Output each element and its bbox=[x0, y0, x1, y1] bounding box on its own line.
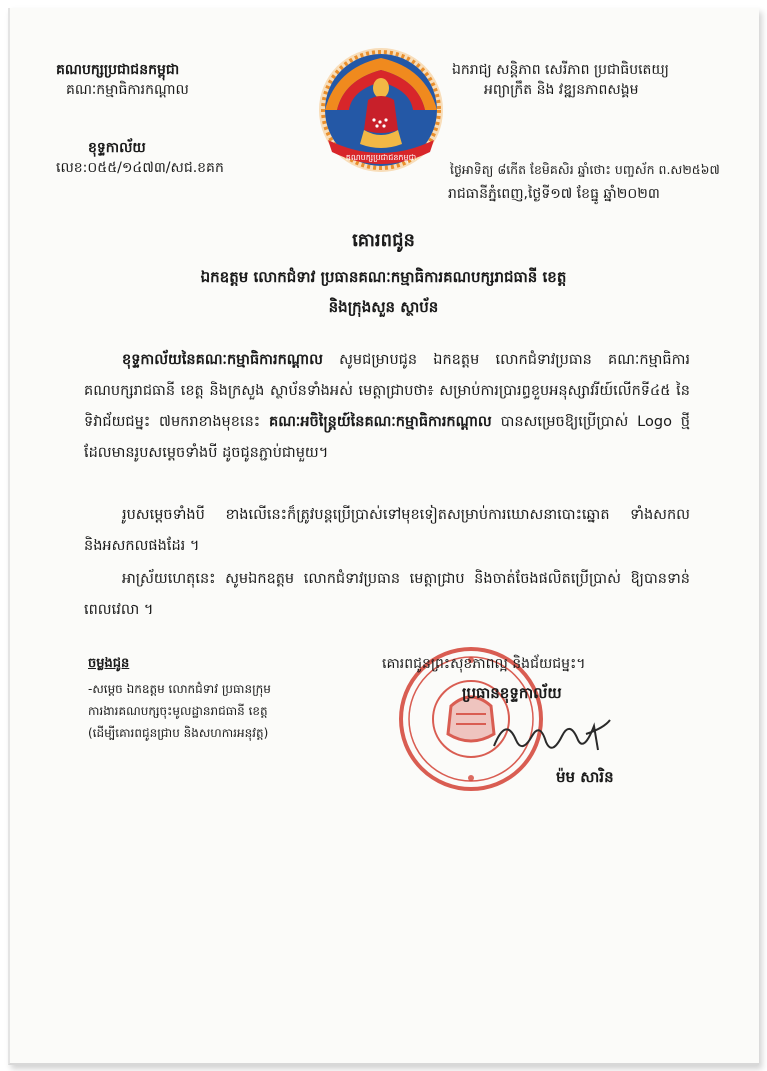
cc-title: ចម្លងជូន bbox=[88, 656, 130, 671]
motto-line: អព្យាក្រឹត និង វឌ្ឍនភាពសង្គម bbox=[484, 82, 639, 98]
party-name: គណបក្សប្រជាជនកម្ពុជា bbox=[56, 62, 180, 78]
body-paragraph-1 bbox=[84, 345, 690, 469]
signer-name: ម៉ម សារិន bbox=[556, 768, 614, 786]
signer-title: ប្រធានខុទ្ទកាល័យ bbox=[462, 684, 562, 702]
cc-line-3: (ដើម្បីគោរពជូនជ្រាប និងសហការអនុវត្ត) bbox=[88, 726, 269, 740]
p1-text-2: បានសម្រេចឱ្យប្រើប្រាស់ Logo ថ្មីដែលមានរូបសម្ដេចទាំងបី ដូចជូនភ្ជាប់ជាមួយ។ bbox=[84, 414, 690, 461]
handwritten-signature bbox=[486, 706, 616, 762]
office-name: ខុទ្ទកាល័យ bbox=[88, 140, 146, 156]
central-committee: គណៈកម្មាធិការកណ្ដាល bbox=[66, 82, 189, 98]
p1-text-1: សូមជម្រាបជូន ឯកឧត្តម លោកជំទាវប្រធាន គណៈកម្មាធិការគណបក្សរាជធានី ខេត្ត និងក្រសួង ស្ថាប័នទាំងអស់ មេត្តាជ្រាបថា៖ សម្រាប់ការប្រារព្ធខួបអនុស្សាវរីយ៍លើកទី៤៥ នៃទិវាជ័យជម្នះ ៧មករាខាងមុខនេះ bbox=[84, 352, 690, 430]
nation-line: ឯករាជ្យ សន្តិភាព សេរីភាព ប្រជាធិបតេយ្យ bbox=[452, 62, 669, 78]
cc-line-1: -សម្ដេច ឯកឧត្តម លោកជំទាវ ប្រធានក្រុម bbox=[88, 682, 271, 696]
date-place: រាជធានីភ្នំពេញ,ថ្ងៃទី១៧ ខែធ្នូ ឆ្នាំ២០២៣ bbox=[448, 186, 660, 202]
party-logo bbox=[306, 48, 456, 178]
p1-bold-2: គណៈអចិន្ត្រៃយ៍នៃគណៈកម្មាធិការកណ្ដាល bbox=[269, 414, 492, 430]
closing-line: គោរពជូនព្រះសុខភាពល្អ និងជ័យជម្នះ។ bbox=[382, 656, 586, 672]
body-paragraph-2: រូបសម្ដេចទាំងបី ខាងលើនេះក៏ត្រូវបន្តប្រើប្រាស់ទៅមុខទៀតសម្រាប់ការឃោសនាបោះឆ្នោត ទាំងសកល និងអសកលផងដែរ ។ bbox=[84, 507, 690, 554]
logo-caption: គណបក្សប្រជាជនកម្ពុជា bbox=[345, 153, 417, 162]
addressee-line-1: ឯកឧត្តម លោកជំទាវ ប្រធានគណៈកម្មាធិការគណបក្សរាជធានី ខេត្ត bbox=[200, 268, 567, 286]
lunar-date: ថ្ងៃអាទិត្យ ៨កើត ខែមិគសិរ ឆ្នាំថោះ បញ្ចស័ក ព.ស២៥៦៧ bbox=[450, 162, 720, 177]
addressee-line-2: និងក្រុងសួន ស្ថាប័ន bbox=[328, 298, 439, 316]
letter-title: គោរពជូន bbox=[352, 230, 415, 251]
reference-number: លេខ:០៥៥/១៤៧៣/សជ.ខគក bbox=[56, 160, 224, 176]
cc-line-2: ការងារគណបក្សចុះមូលដ្ឋានរាជធានី ខេត្ត bbox=[88, 704, 268, 718]
p1-bold-1: ខុទ្ទកាល័យនៃគណៈកម្មាធិការកណ្ដាល bbox=[122, 352, 323, 368]
body-paragraph-3: អាស្រ័យហេតុនេះ សូមឯកឧត្តម លោកជំទាវប្រធាន មេត្តាជ្រាប និងចាត់ចែងផលិតប្រើប្រាស់ ឱ្យបានទាន់ពេលវេលា ។ bbox=[84, 571, 690, 618]
